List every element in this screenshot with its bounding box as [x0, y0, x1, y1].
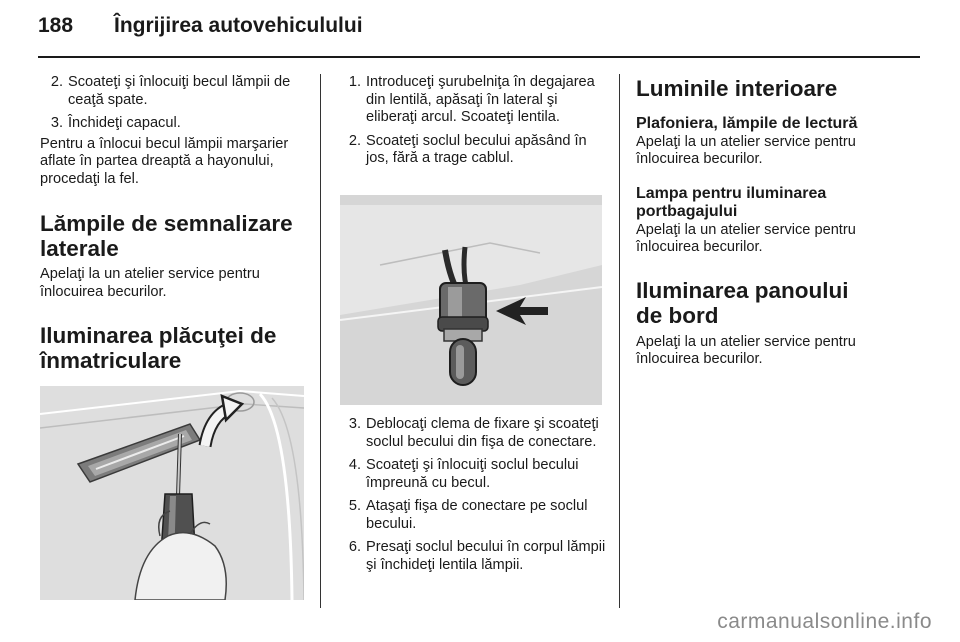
step-text: Introduceţi şurubelniţa în degajarea din lentilă, apăsaţi în lateral şi eliberaţi arcul. Scoateţi lentila.	[366, 74, 595, 125]
step-number: 3.	[50, 115, 63, 131]
page-header	[38, 14, 363, 44]
step-text: Scoateţi şi înlocuiţi soclul becului împreună cu becul.	[366, 457, 579, 491]
step-number: 6.	[348, 539, 361, 555]
column-left	[40, 74, 308, 373]
page-number: 188	[38, 14, 74, 37]
step-number: 4.	[348, 457, 361, 473]
column-divider	[320, 74, 321, 608]
step-text: Scoateţi soclul becului apăsând în jos, fără a trage cablul.	[366, 132, 587, 166]
list-item	[340, 74, 606, 127]
dashboard-lights-text: Apelaţi la un atelier service pentru înlocuirea becurilor.	[636, 333, 856, 367]
subheading-dome-reading-lamps: Plafoniera, lămpile de lectură	[636, 115, 858, 132]
list-item	[340, 539, 606, 574]
section-heading-plate-light: Iluminarea plăcuţei de înmatriculare	[40, 323, 277, 373]
plate-light-illustration	[40, 386, 304, 600]
step-text: Presaţi soclul becului în corpul lămpii şi închideţi lentila lămpii.	[366, 539, 606, 573]
column-middle	[340, 74, 606, 174]
screwdriver-lens-drawing	[40, 386, 304, 600]
header-rule	[38, 56, 920, 58]
step-number: 2.	[348, 132, 361, 149]
bulb-socket-drawing	[340, 195, 602, 405]
column-divider	[619, 74, 620, 608]
list-item	[340, 416, 606, 451]
subheading-cargo-lamp: Lampa pentru iluminarea portbagajului	[636, 184, 827, 220]
section-heading-side-indicators: Lămpile de semnalizare laterale	[40, 211, 293, 261]
step-text: Ataşaţi fişa de conectare pe soclul becului.	[366, 498, 588, 532]
section-heading-interior-lights: Luminile interioare	[636, 76, 838, 101]
step-text: Închideţi capacul.	[68, 115, 181, 131]
reverse-lamp-note: Pentru a înlocui becul lămpii marşarier aflate în partea dreaptă a hayonului, procedaţi la fel.	[40, 135, 289, 187]
list-item	[40, 74, 308, 109]
column-middle-lower	[340, 416, 606, 580]
bulb-socket-illustration	[340, 195, 602, 405]
list-item	[40, 115, 308, 133]
section-heading-dashboard-lights: Iluminarea panoului de bord	[636, 277, 849, 328]
step-number: 5.	[348, 498, 361, 514]
dome-lamps-text: Apelaţi la un atelier service pentru înlocuirea becurilor.	[636, 133, 856, 167]
list-item	[340, 457, 606, 492]
list-item	[340, 133, 606, 168]
step-number: 2.	[50, 74, 63, 90]
column-right	[636, 74, 916, 369]
step-number: 3.	[348, 416, 361, 432]
step-text: Deblocaţi clema de fixare şi scoateţi soclul becului din fişa de conectare.	[366, 416, 599, 450]
chapter-title: Îngrijirea autovehiculului	[114, 14, 363, 37]
cargo-lamp-text: Apelaţi la un atelier service pentru înlocuirea becurilor.	[636, 221, 856, 255]
step-number: 1.	[348, 74, 361, 90]
watermark: carmanualsonline.info	[717, 610, 932, 633]
step-text: Scoateţi şi înlocuiţi becul lămpii de ceaţă spate.	[68, 74, 291, 108]
list-item	[340, 498, 606, 533]
side-indicators-text: Apelaţi la un atelier service pentru înlocuirea becurilor.	[40, 266, 260, 300]
